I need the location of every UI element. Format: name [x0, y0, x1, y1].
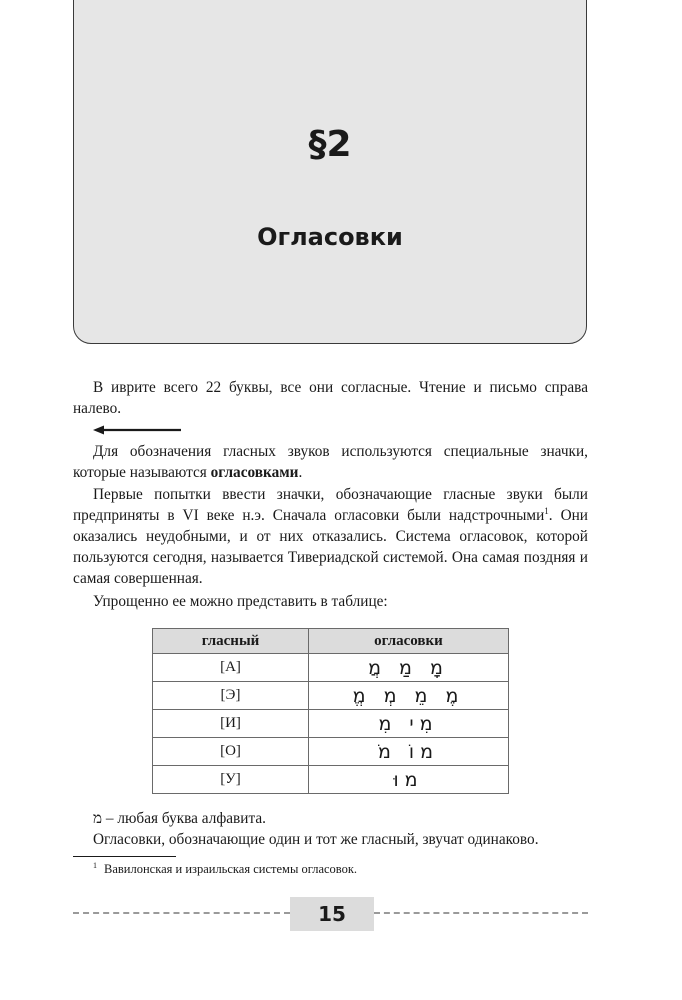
marks-cell: מֶ מֵ מְ מֱ	[309, 682, 509, 710]
term-ogl: огласовками	[210, 464, 299, 481]
vowel-cell: [У]	[153, 766, 309, 794]
paragraph-4: Упрощенно ее можно представить в таблице:	[93, 593, 388, 610]
chapter-header-box	[73, 0, 587, 344]
vowel-cell: [И]	[153, 710, 309, 738]
marks-cell: מִי מִ	[309, 710, 509, 738]
footnote-text: Вавилонская и израильская системы огласовок.	[104, 862, 358, 876]
header-marks: огласовки	[309, 629, 509, 654]
table-row	[153, 766, 509, 794]
header-vowel: гласный	[153, 629, 309, 654]
note-any-letter: מ – любая буква алфавита.	[93, 810, 266, 827]
note-same-sound: Огласовки, обозначающие один и тот же гласный, звучат одинаково.	[93, 831, 539, 848]
paragraph-3: Первые попытки ввести значки, обозначающие гласные звуки были предприняты в VI веке н.э. Сначала огласовки были надстрочными$^1$. Они оказались неудобными, и от них отказались. Система огласовок, которой пользуются сегодня, называется Тивериадской системой. Она самая поздняя и самая совершенная.	[73, 486, 588, 587]
marks-cell: מוּ	[309, 766, 509, 794]
table-row	[153, 654, 509, 682]
vowel-table	[152, 628, 509, 794]
section-number: §2	[308, 124, 352, 165]
paragraph-2: Для обозначения гласных звуков используются специальные значки, которые называются огласовками.	[73, 443, 588, 481]
vowel-cell: [А]	[153, 654, 309, 682]
page-number: 15	[290, 897, 374, 931]
vowel-cell: [О]	[153, 738, 309, 766]
marks-cell: מָ מַ מֲ	[309, 654, 509, 682]
footnote-ref: 1	[544, 505, 549, 516]
table-row	[153, 682, 509, 710]
footnote-divider	[73, 856, 176, 857]
footer-dashes-left	[73, 912, 290, 914]
marks-cell: מוֹ מֹ	[309, 738, 509, 766]
footnote-mark: 1	[93, 860, 97, 870]
footer-dashes-right	[374, 912, 588, 914]
left-arrow-icon	[93, 424, 183, 436]
vowel-cell: [Э]	[153, 682, 309, 710]
footnote	[93, 862, 357, 877]
table-row	[153, 738, 509, 766]
table-row	[153, 710, 509, 738]
chapter-title: Огласовки	[257, 223, 403, 251]
table-header-row	[153, 629, 509, 654]
paragraph-1: В иврите всего 22 буквы, все они согласные. Чтение и письмо справа налево.	[73, 379, 588, 417]
